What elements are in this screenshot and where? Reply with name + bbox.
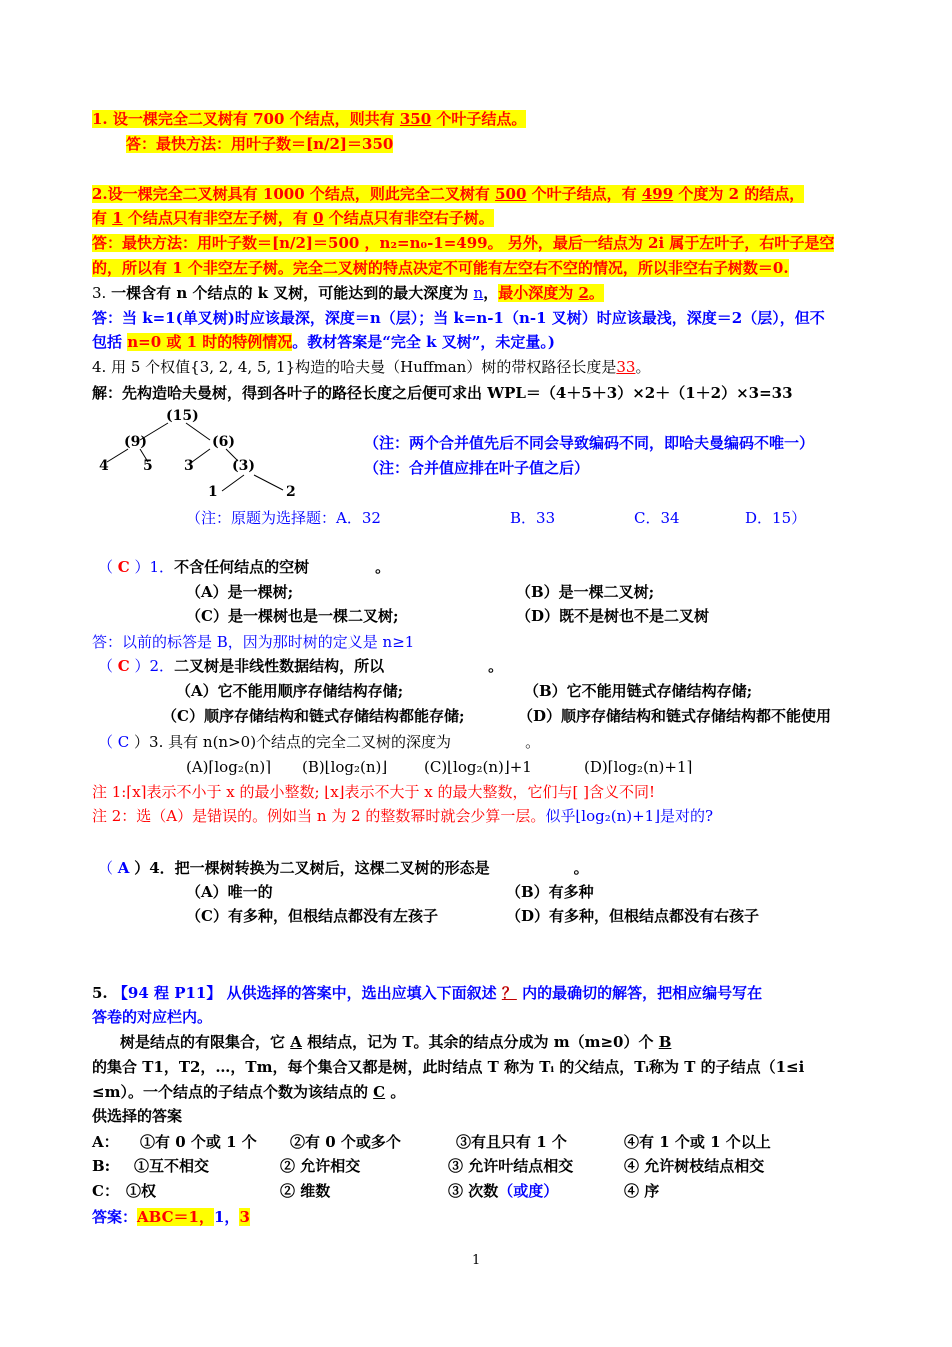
tree-leaf-1: 1 [208, 484, 218, 500]
choice3-option-b: (B)⌊log₂(n)⌋ [302, 758, 388, 776]
choice1-note: 答：以前的标答是 B，因为那时树的定义是 n≥1 [92, 633, 415, 651]
q3-blank-max: n [473, 284, 484, 302]
page-number: 1 [472, 1253, 481, 1268]
choice2-option-b: （B）它不能用链式存储结构存储; [524, 682, 753, 700]
q4-option-d: D．15） [745, 509, 807, 527]
q4-line: 4. 用 5 个权值{3, 2, 4, 5, 1}构造的哈夫曼（Huffman）树的带权路径长度是33。 [92, 358, 651, 376]
q5-row-a-3: ③有且只有 1 个 [456, 1133, 567, 1151]
choice3-note-2: 注 2：选（A）是错误的。例如当 n 为 2 的整数幂时就会少算一层。似乎⌊log₂(n)+1⌋是对的? [92, 807, 714, 825]
tree-leaf-5: 5 [143, 458, 153, 474]
tree-node-6: (6) [212, 434, 235, 450]
choice2-stem: （ C ）2．二叉树是非线性数据结构，所以 。 [98, 657, 504, 675]
q3-answer-2: 包括 n=0 或 1 时的特例情况。教材答案是“完全 k 叉树”，未定量。) [92, 333, 555, 351]
q5-row-b-2: ② 允许相交 [280, 1157, 361, 1175]
choice1-answer: C [117, 558, 130, 576]
choice4-option-a: （A）唯一的 [186, 883, 273, 901]
q2-blank-leaves: 500 [495, 185, 527, 203]
choice3-note-1: 注 1:⌈x⌉表示不小于 x 的最小整数; ⌊x⌋表示不大于 x 的最大整数，它们与[ ]含义不同! [92, 783, 656, 801]
q2-line1: 2.设一棵完全二叉树具有 1000 个结点，则此完全二叉树有 500 个叶子结点，有 499 个度为 2 的结点， [92, 185, 805, 203]
tree-leaf-3: 3 [184, 458, 194, 474]
q5-row-a-1: ①有 0 个或 1 个 [140, 1133, 257, 1151]
q5-row-a-4: ④有 1 个或 1 个以上 [624, 1133, 771, 1151]
choice1-option-c: （C）是一棵树也是一棵二叉树; [186, 607, 399, 625]
choice2-option-a: （A）它不能用顺序存储结构存储; [176, 682, 404, 700]
q5-row-c-1: ①权 [126, 1182, 157, 1200]
choice1-stem: （ C ）1．不含任何结点的空树 。 [98, 558, 391, 576]
q2-blank-right: 0 [313, 209, 324, 227]
q5-row-b-label: B: [92, 1157, 111, 1175]
tree-node-9: (9) [124, 434, 147, 450]
q5-row-c-4: ④ 序 [624, 1182, 660, 1200]
choice4-option-d: （D）有多种，但根结点都没有右孩子 [506, 907, 760, 925]
q5-row-b-4: ④ 允许树枝结点相交 [624, 1157, 765, 1175]
choice3-answer: C [117, 733, 130, 751]
q3-answer-1: 答：当 k=1(单叉树)时应该最深，深度＝n（层）；当 k=n-1（n-1 叉树）时应该最浅，深度＝2（层），但不 [92, 309, 825, 327]
q5-row-c-label: C： [92, 1182, 119, 1200]
tree-node-root: (15) [166, 408, 199, 424]
choice2-option-c: （C）顺序存储结构和链式存储结构都能存储; [162, 707, 465, 725]
q5-answer: 答案：ABC＝1，1，3 [92, 1208, 250, 1226]
q5-row-b-3: ③ 允许叶结点相交 [448, 1157, 574, 1175]
choice4-option-b: （B）有多种 [506, 883, 594, 901]
tree-leaf-4: 4 [99, 458, 109, 474]
tree-node-3: (3) [232, 458, 255, 474]
q4-option-b: B．33 [510, 509, 556, 527]
q3-blank-min: 2 [578, 284, 589, 302]
q5-source: 【94 程 P11】 [112, 984, 222, 1002]
q2-blank-degree2: 499 [641, 185, 674, 203]
choice2-answer: C [117, 657, 130, 675]
q5-line1: 5. 【94 程 P11】 从供选择的答案中，选出应填入下面叙述 ？ 内的最确切的解答，把相应编号写在 [92, 984, 763, 1002]
q2-answer-1: 答：最快方法：用叶子数＝[n/2]＝500 ，n₂=n₀-1=499。 另外，最后一结点为 2i 属于左叶子，右叶子是空 [92, 234, 835, 252]
choice3-option-c: (C)⌊log₂(n)⌋+1 [424, 758, 532, 776]
q4-original-options: （注：原题为选择题：A．32 [186, 509, 381, 527]
choice4-answer: A [117, 859, 130, 877]
tree-leaf-2: 2 [286, 484, 296, 500]
q5-para-1: 树是结点的有限集合，它 A 根结点，记为 T。其余的结点分成为 m（m≥0）个 B [120, 1033, 672, 1051]
q5-blank-c: C [373, 1083, 386, 1101]
q5-row-b-1: ①互不相交 [134, 1157, 210, 1175]
q5-blank-b: B [658, 1033, 672, 1051]
q2-blank-left: 1 [112, 209, 123, 227]
q1-text: 1. 设一棵完全二叉树有 700 个结点，则共有 [92, 110, 400, 128]
q4-blank: 33 [616, 358, 636, 376]
choice3-stem: （ C ）3. 具有 n(n>0)个结点的完全二叉树的深度为 。 [98, 733, 541, 751]
choice1-option-b: （B）是一棵二叉树; [516, 583, 655, 601]
choice3-option-a: (A)⌈log₂(n)⌉ [186, 758, 272, 776]
q3-line: 3. 一棵含有 n 个结点的 k 叉树，可能达到的最大深度为 n，最小深度为 2。 [92, 284, 604, 302]
q2-answer-2: 的，所以有 1 个非空左子树。完全二叉树的特点决定不可能有左空右不空的情况，所以非空右子树数＝0. [92, 259, 789, 277]
choice3-option-d: (D)⌈log₂(n)+1⌉ [584, 758, 693, 776]
choice4-option-c: （C）有多种，但根结点都没有左孩子 [186, 907, 438, 925]
q5-choices-heading: 供选择的答案 [92, 1107, 183, 1125]
q5-para-2: 的集合 T1，T2，…，Tm，每个集合又都是树，此时结点 T 称为 Tᵢ 的父结点，Tᵢ称为 T 的子结点（1≤i [92, 1058, 805, 1076]
q1-answer: 答：最快方法：用叶子数＝[n/2]＝350 [126, 135, 394, 153]
q5-row-c-2: ② 维数 [280, 1182, 331, 1200]
q5-line2: 答卷的对应栏内。 [92, 1008, 213, 1026]
q5-blank-a: A [290, 1033, 302, 1051]
q2-line2: 有 1 个结点只有非空左子树，有 0 个结点只有非空右子树。 [92, 209, 494, 227]
q4-note-1: （注：两个合并值先后不同会导致编码不同，即哈夫曼编码不唯一） [364, 434, 815, 452]
q1-blank: 350 [399, 110, 432, 128]
q5-row-c-3: ③ 次数（或度） [448, 1182, 559, 1200]
q4-solution: 解：先构造哈夫曼树，得到各叶子的路径长度之后便可求出 WPL＝（4＋5＋3）×2＋（1＋2）×3=33 [92, 384, 793, 402]
q5-row-a-2: ②有 0 个或多个 [290, 1133, 401, 1151]
choice1-option-a: （A）是一棵树; [186, 583, 294, 601]
q1-text-end: 个叶子结点。 [431, 110, 527, 128]
choice2-option-d: （D）顺序存储结构和链式存储结构都不能使用 [518, 707, 832, 725]
q5-para-3: ≤m）。一个结点的子结点个数为该结点的 C 。 [92, 1083, 406, 1101]
q4-option-c: C．34 [634, 509, 680, 527]
q4-note-2: （注：合并值应排在叶子值之后） [364, 459, 590, 477]
choice4-stem: （ A ）4．把一棵树转换为二叉树后，这棵二叉树的形态是 。 [98, 859, 589, 877]
choice1-option-d: （D）既不是树也不是二叉树 [516, 607, 710, 625]
q5-row-a-label: A： [92, 1133, 119, 1151]
